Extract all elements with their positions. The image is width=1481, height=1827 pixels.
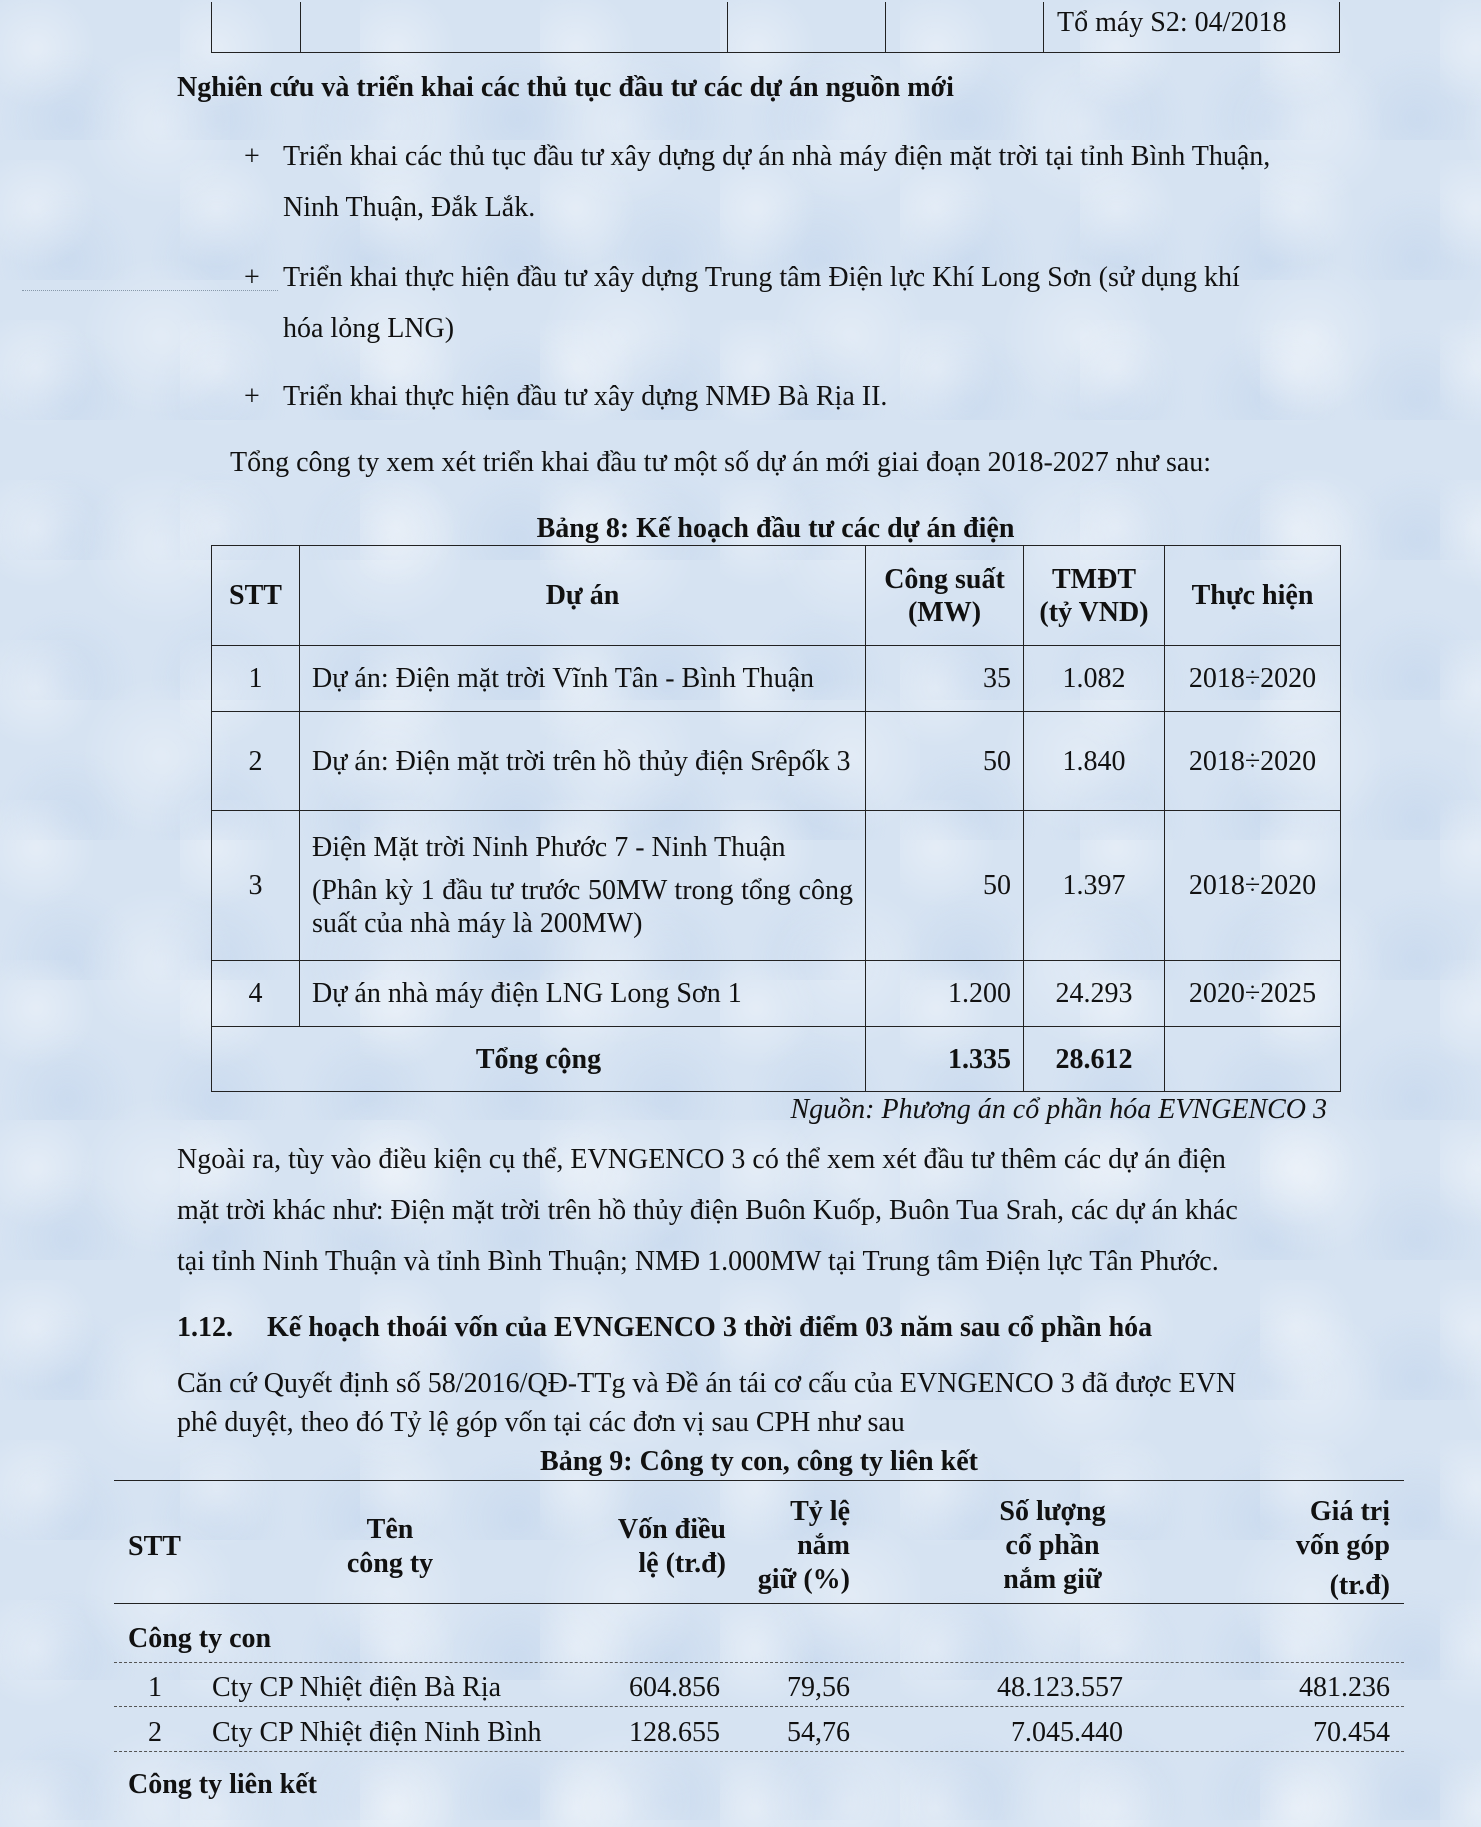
header-period: Thực hiện bbox=[1165, 546, 1341, 646]
bullet-text: Triển khai các thủ tục đầu tư xây dựng dự án nhà máy điện mặt trời tại tỉnh Bình Thuận, bbox=[283, 141, 1271, 172]
header-value: Giá trị vốn góp (tr.đ) bbox=[1295, 1496, 1390, 1601]
header-capacity: Công suất (MW) bbox=[866, 546, 1024, 646]
header-ratio: Tỷ lệ nắm giữ (%) bbox=[757, 1496, 850, 1595]
margin-dotted-line bbox=[22, 290, 278, 291]
header-project: Dự án bbox=[300, 546, 866, 646]
group-associate: Công ty liên kết bbox=[128, 1769, 317, 1800]
header-shares: Số lượng cổ phần nắm giữ bbox=[999, 1496, 1106, 1595]
header-name: Tên công ty bbox=[346, 1514, 434, 1579]
bullet-marker: + bbox=[244, 262, 260, 293]
section-heading: Nghiên cứu và triển khai các thủ tục đầu tư các dự án nguồn mới bbox=[177, 72, 954, 103]
paragraph-line: mặt trời khác như: Điện mặt trời trên hồ thủy điện Buôn Kuốp, Buôn Tua Srah, các dự án khác bbox=[177, 1195, 1238, 1226]
table-row: 1 Dự án: Điện mặt trời Vĩnh Tân - Bình Thuận 35 1.082 2018÷2020 bbox=[212, 646, 1341, 712]
table-rule bbox=[114, 1480, 1404, 1481]
project-cell: Dự án: Điện mặt trời Vĩnh Tân - Bình Thuận bbox=[300, 646, 866, 712]
table8-header-row bbox=[212, 546, 1341, 646]
bullet-text: Ninh Thuận, Đắk Lắk. bbox=[283, 192, 536, 223]
header-tmdt: TMĐT (tỷ VND) bbox=[1024, 546, 1165, 646]
table-row: 3 Điện Mặt trời Ninh Phước 7 - Ninh Thuận (Phân kỳ 1 đầu tư trước 50MW trong tổng công suất của nhà máy là 200MW) 50 1.397 2018÷2020 bbox=[212, 811, 1341, 961]
group-subsidiary: Công ty con bbox=[128, 1623, 272, 1654]
table-row: 2 Dự án: Điện mặt trời trên hồ thủy điện Srêpốk 3 50 1.840 2018÷2020 bbox=[212, 712, 1341, 811]
header-stt: STT bbox=[128, 1531, 181, 1562]
table-rule bbox=[114, 1751, 1404, 1752]
section-number: 1.12. bbox=[177, 1312, 233, 1343]
column-divider bbox=[885, 2, 886, 52]
column-divider bbox=[300, 2, 301, 52]
bullet-text: Triển khai thực hiện đầu tư xây dựng NMĐ Bà Rịa II. bbox=[283, 381, 888, 412]
table-rule bbox=[114, 1603, 1404, 1604]
table8-caption: Bảng 8: Kế hoạch đầu tư các dự án điện bbox=[536, 513, 1015, 544]
bullet-marker: + bbox=[244, 381, 260, 412]
bullet-text: hóa lỏng LNG) bbox=[283, 313, 455, 344]
paragraph-line: Căn cứ Quyết định số 58/2016/QĐ-TTg và Đề án tái cơ cấu của EVNGENCO 3 đã được EVN bbox=[177, 1368, 1237, 1399]
project-cell: Điện Mặt trời Ninh Phước 7 - Ninh Thuận (Phân kỳ 1 đầu tư trước 50MW trong tổng công suất của nhà máy là 200MW) bbox=[300, 811, 866, 961]
paragraph-line: tại tỉnh Ninh Thuận và tỉnh Bình Thuận; NMĐ 1.000MW tại Trung tâm Điện lực Tân Phước. bbox=[177, 1246, 1219, 1277]
previous-table-stub bbox=[211, 2, 1340, 53]
header-capital: Vốn điều lệ (tr.đ) bbox=[617, 1514, 726, 1579]
table9-caption: Bảng 9: Công ty con, công ty liên kết bbox=[540, 1446, 978, 1477]
table8-source: Nguồn: Phương án cổ phần hóa EVNGENCO 3 bbox=[790, 1094, 1327, 1125]
investment-plan-table bbox=[211, 545, 1341, 1092]
section-title: Kế hoạch thoái vốn của EVNGENCO 3 thời điểm 03 năm sau cổ phần hóa bbox=[267, 1312, 1153, 1343]
column-divider bbox=[1043, 2, 1044, 52]
column-divider bbox=[727, 2, 728, 52]
table-row: 4 Dự án nhà máy điện LNG Long Sơn 1 1.200 24.293 2020÷2025 bbox=[212, 961, 1341, 1027]
header-stt: STT bbox=[212, 546, 300, 646]
table-rule bbox=[114, 1706, 1404, 1707]
project-cell: Dự án: Điện mặt trời trên hồ thủy điện Srêpốk 3 bbox=[300, 712, 866, 811]
intro-paragraph: Tổng công ty xem xét triển khai đầu tư một số dự án mới giai đoạn 2018-2027 như sau: bbox=[230, 447, 1212, 478]
bullet-text: Triển khai thực hiện đầu tư xây dựng Trung tâm Điện lực Khí Long Sơn (sử dụng khí bbox=[283, 262, 1240, 293]
paragraph-line: phê duyệt, theo đó Tỷ lệ góp vốn tại các đơn vị sau CPH như sau bbox=[177, 1407, 905, 1438]
table-rule bbox=[114, 1662, 1404, 1663]
paragraph-line: Ngoài ra, tùy vào điều kiện cụ thể, EVNGENCO 3 có thể xem xét đầu tư thêm các dự án điện bbox=[177, 1144, 1226, 1175]
stub-last-cell: Tổ máy S2: 04/2018 bbox=[1057, 7, 1287, 38]
project-cell: Dự án nhà máy điện LNG Long Sơn 1 bbox=[300, 961, 866, 1027]
bullet-marker: + bbox=[244, 141, 260, 172]
total-row: Tổng cộng 1.335 28.612 bbox=[212, 1027, 1341, 1092]
